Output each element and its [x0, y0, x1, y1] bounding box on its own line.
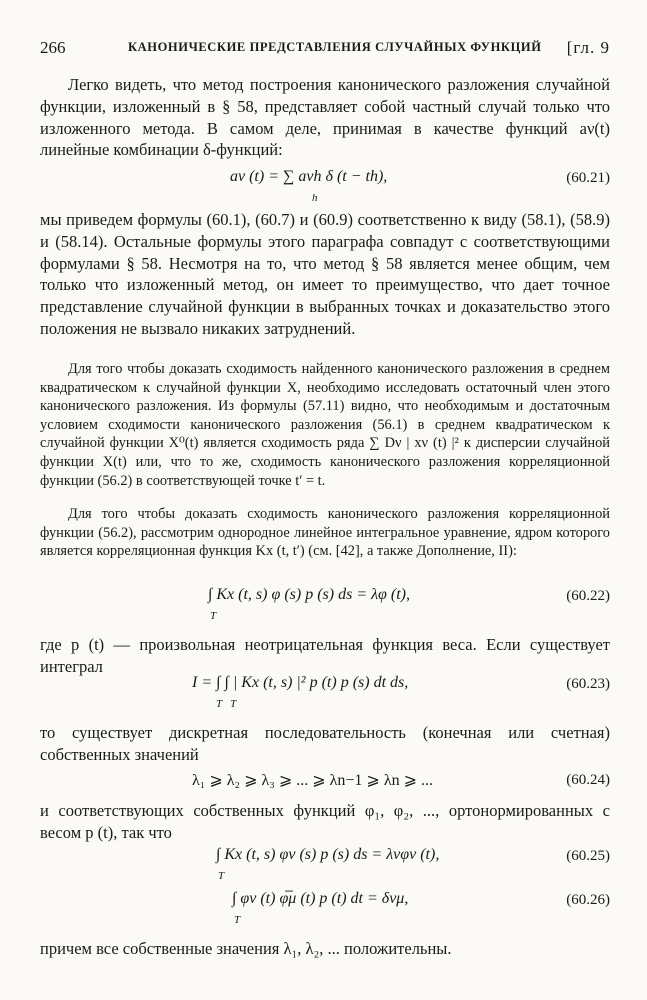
page-number: 266 — [40, 38, 66, 57]
paragraph-6: то существует дискретная последовательность (конечная или счетная) собственных значений — [40, 723, 610, 764]
equation-60-26-formula: ∫ φν (t) φ̅μ (t) p (t) dt = δνμ, — [232, 890, 409, 907]
equation-60-23 — [40, 666, 610, 710]
paragraph-3: Для того чтобы доказать сходимость найденного канонического разложения в среднем квадратическом к случайной функции X, необходимо исследовать остаточный член этого канонического разложения. Из формулы (57.11) видно, что необходимым и достаточным условием сходимости канонического разложения (56.1) в среднем квадратическом к случайной функции X⁰(t) является сходимость ряда ∑ Dν | xν (t) |² к дисперсии случайной функции X(t) или, что то же, сходимость канонического разложения корреляционной функции (56.2) в соответствующей точке t′ = t. — [40, 361, 610, 489]
equation-60-25-sub: T — [218, 870, 225, 882]
page-header — [40, 38, 610, 60]
equation-60-26-number: (60.26) — [566, 892, 610, 908]
equation-60-21 — [40, 160, 610, 204]
chapter-label: [гл. 9 — [566, 38, 610, 57]
equation-60-25 — [40, 838, 610, 882]
equation-60-26 — [40, 882, 610, 926]
equation-60-22-number: (60.22) — [566, 588, 610, 604]
equation-60-24 — [40, 762, 610, 802]
paragraph-1: Легко видеть, что метод построения канонического разложения случайной функции, изложенный в § 58, представляет собой частный случай только что изложенного метода. В самом деле, принимая в качестве функций aν(t) линейные комбинации δ-функций: — [40, 75, 610, 160]
paragraph-2: мы приведем формулы (60.1), (60.7) и (60.9) соответственно к виду (58.1), (58.9) и (58.14). Остальные формулы этого параграфа совпадут с соответствующими формулами § 58. Несмотря на то, что метод § 58 является менее общим, чем только что изложенный метод, он имеет то преимущество, что дает точное представление случайной функции в выбранных точках и доказательство этого положения не вызвало никаких затруднений. — [40, 210, 610, 338]
equation-60-23-formula: I = ∫ ∫ | Kx (t, s) |² p (t) p (s) dt ds, — [192, 674, 409, 691]
equation-60-25-number: (60.25) — [566, 848, 610, 864]
equation-60-23-sub: T T — [216, 698, 237, 710]
equation-60-26-sub: T — [234, 914, 241, 926]
equation-60-25-formula: ∫ Kx (t, s) φν (s) p (s) ds = λνφν (t), — [216, 846, 440, 863]
paragraph-5: где p (t) — произвольная неотрицательная функция веса. Если существует интеграл — [40, 635, 610, 676]
paragraph-4: Для того чтобы доказать сходимость канонического разложения корреляционной функции (56.2), рассмотрим однородное линейное интегральное уравнение, ядром которого является корреляционная функция Kx (t, t′) (см. [42], а также Дополнение, II): — [40, 506, 610, 560]
equation-60-22-sub: T — [210, 610, 217, 622]
equation-60-22 — [40, 578, 610, 622]
equation-60-24-formula: λ₁ ⩾ λ₂ ⩾ λ₃ ⩾ ... ⩾ λn−1 ⩾ λn ⩾ ... — [192, 772, 433, 789]
paragraph-8: причем все собственные значения λ₁, λ₂, ... положительны. — [40, 939, 452, 958]
equation-60-21-number: (60.21) — [566, 170, 610, 186]
equation-60-21-formula: aν (t) = ∑ aνh δ (t − th), — [230, 168, 388, 185]
equation-60-24-number: (60.24) — [566, 772, 610, 788]
equation-60-22-formula: ∫ Kx (t, s) φ (s) p (s) ds = λφ (t), — [208, 586, 411, 603]
paragraph-7: и соответствующих собственных функций φ₁, φ₂, ..., ортонормированных с весом p (t), так что — [40, 801, 610, 842]
equation-60-23-number: (60.23) — [566, 676, 610, 692]
equation-60-21-sub: h — [312, 192, 318, 204]
running-title: КАНОНИЧЕСКИЕ ПРЕДСТАВЛЕНИЯ СЛУЧАЙНЫХ ФУНКЦИЙ — [128, 40, 542, 54]
